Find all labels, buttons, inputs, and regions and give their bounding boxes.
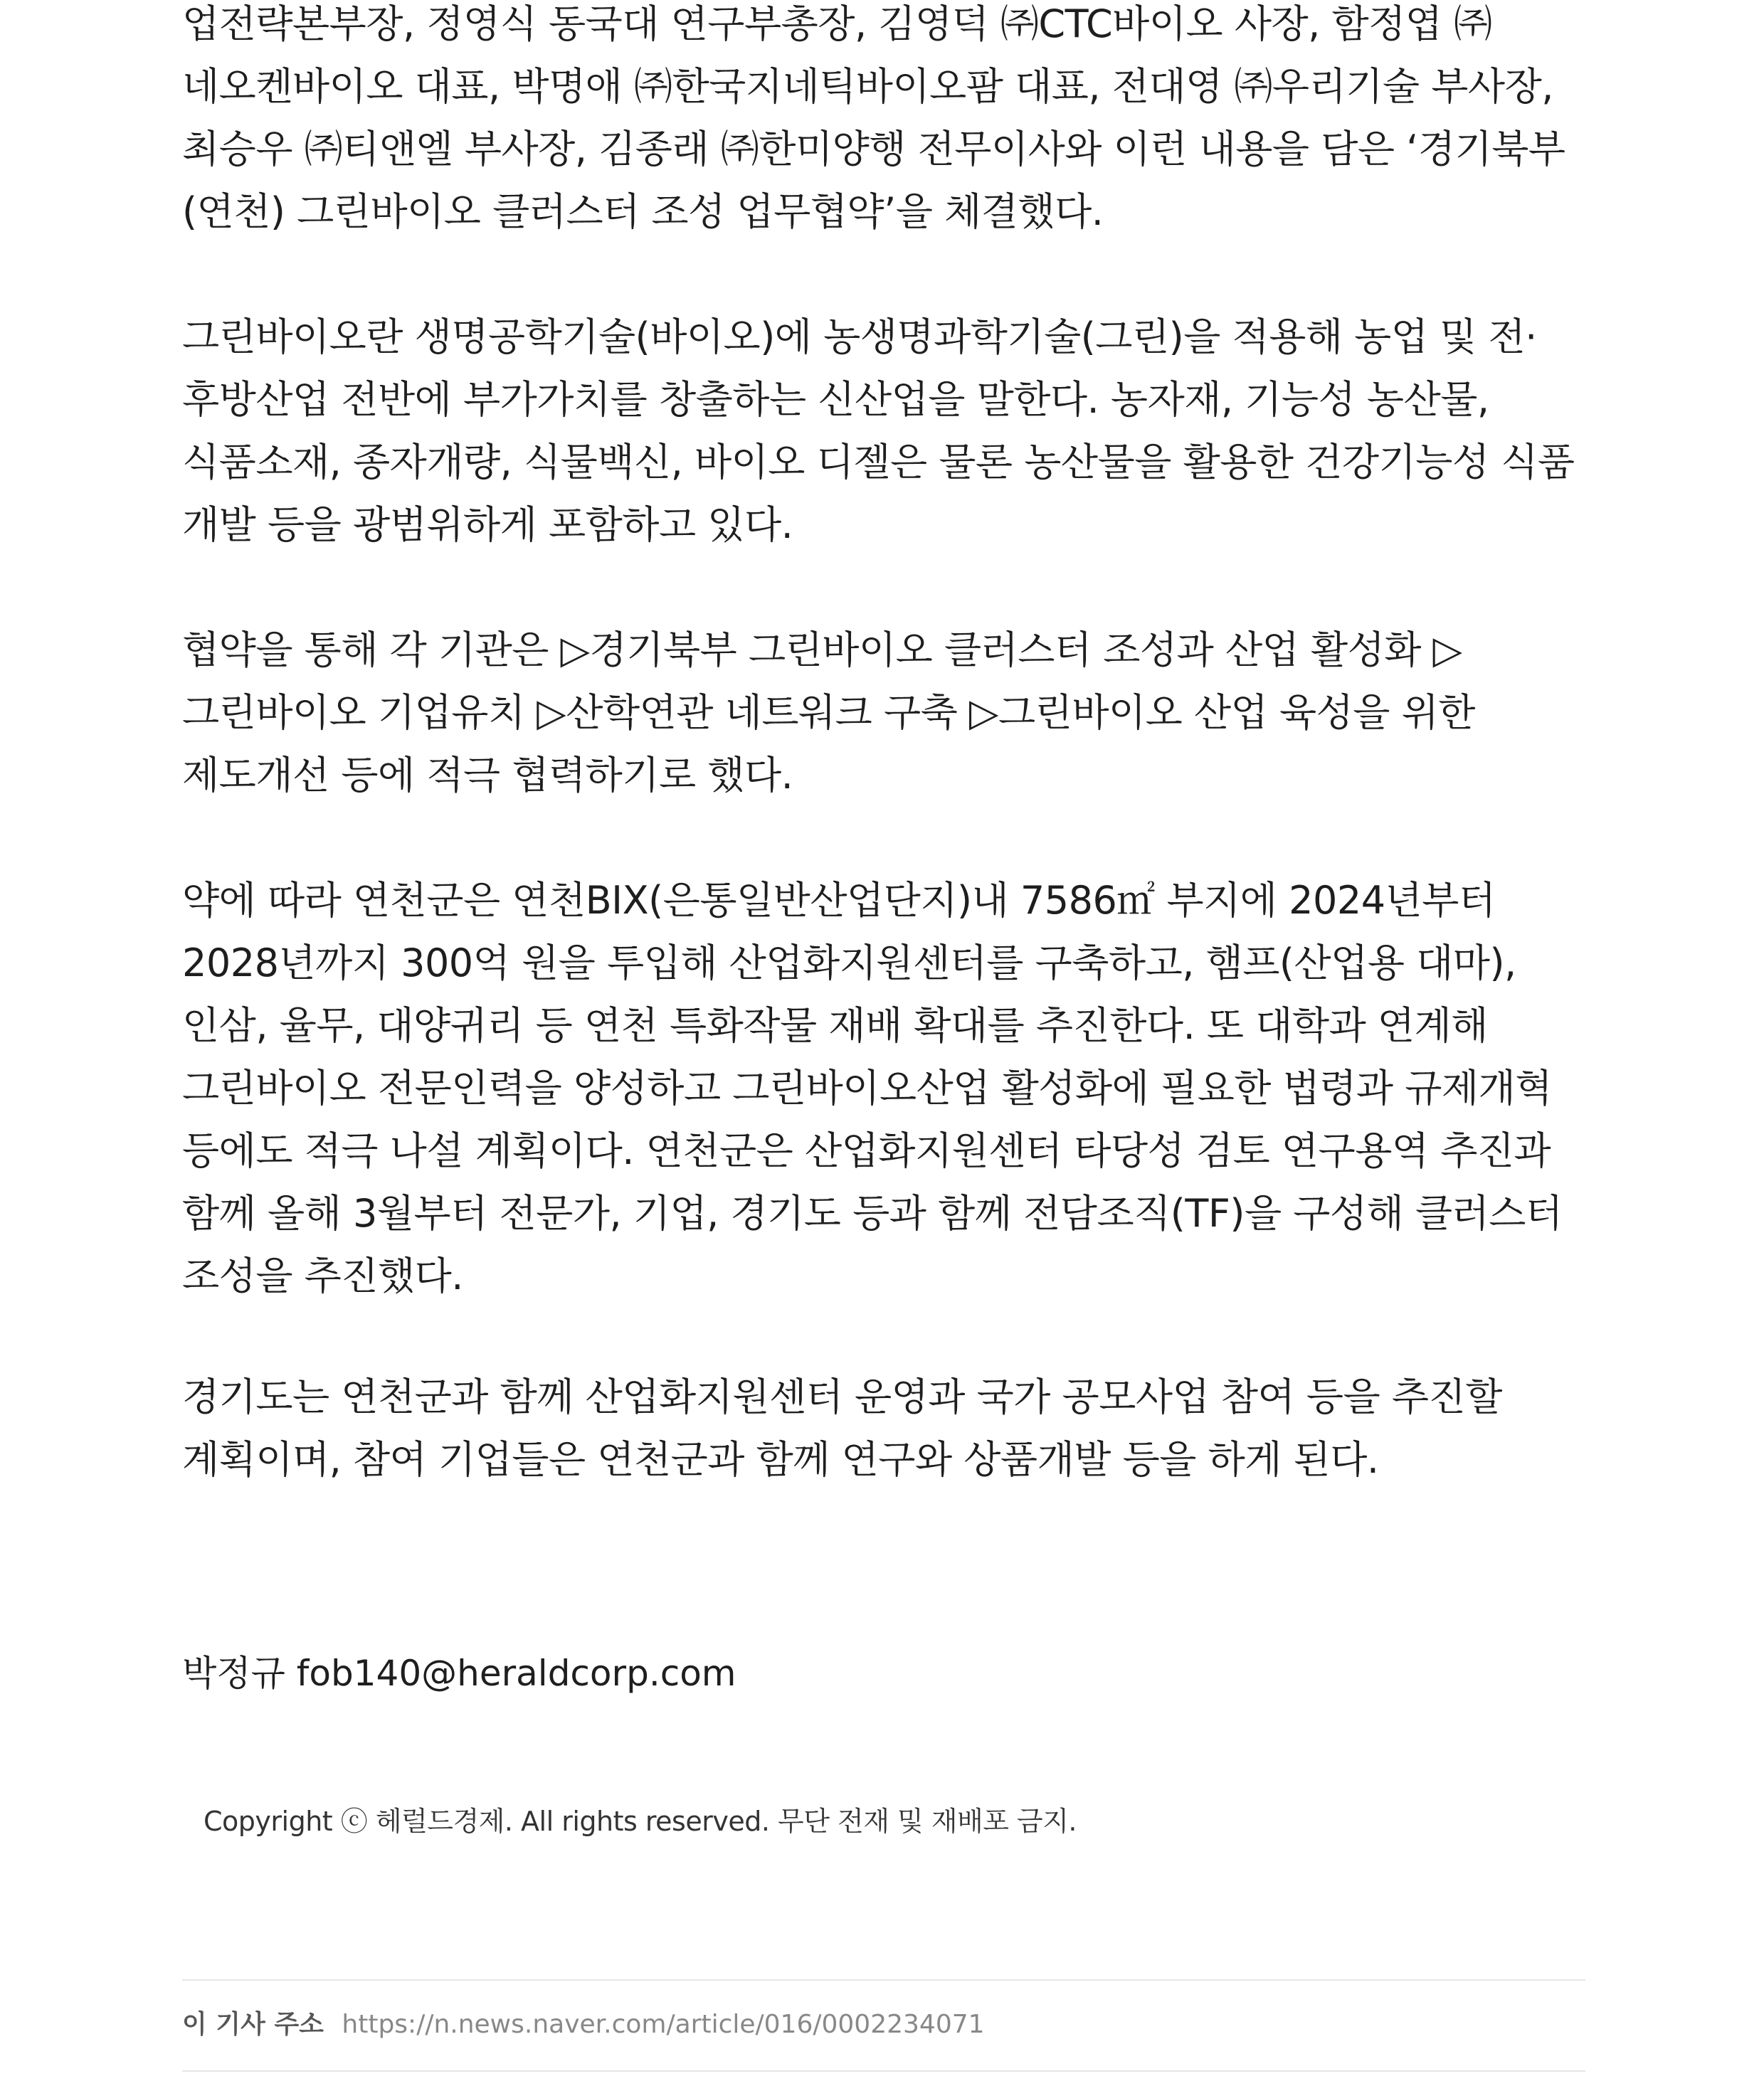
copyright-notice: Copyright ⓒ 헤럴드경제. All rights reserved. 무단 전재 및 재배포 금지.	[204, 1806, 1077, 1837]
article-paragraph: 약에 따라 연천군은 연천BIX(은통일반산업단지)내 7586㎡ 부지에 2024년부터 2028년까지 300억 원을 투입해 산업화지원센터를 구축하고, 햄프(산업용 대마), 인삼, 율무, 대양귀리 등 연천 특화작물 재배 확대를 추진한다. 또 대학과 연계해 그린바이오 전문인력을 양성하고 그린바이오산업 활성화에 필요한 법령과 규제개혁 등에도 적극 나설 계획이다. 연천군은 산업화지원센터 타당성 검토 연구용역 추진과 함께 올해 3월부터 전문가, 기업, 경기도 등과 함께 전담조직(TF)을 구성해 클러스터 조성을 추진했다.	[182, 878, 1563, 1298]
article-address	[182, 2003, 985, 2046]
divider	[182, 1979, 1585, 1981]
article-paragraph: 업전략본부장, 정영식 동국대 연구부총장, 김영덕 ㈜CTC바이오 사장, 함정엽 ㈜네오켄바이오 대표, 박명애 ㈜한국지네틱바이오팜 대표, 전대영 ㈜우리기술 부사장, 최승우 ㈜티앤엘 부사장, 김종래 ㈜한미양행 전무이사와 이런 내용을 담은 ‘경기북부(연천) 그린바이오 클러스터 조성 업무협약’을 체결했다.	[182, 1, 1565, 234]
article-paragraph: 협약을 통해 각 기관은 ▷경기북부 그린바이오 클러스터 조성과 산업 활성화 ▷그린바이오 기업유치 ▷산학연관 네트워크 구축 ▷그린바이오 산업 육성을 위한 제도개선 등에 적극 협력하기로 했다.	[182, 628, 1475, 798]
reporter-byline: 박정규 fob140@heraldcorp.com	[182, 1653, 736, 1694]
article-paragraph: 그린바이오란 생명공학기술(바이오)에 농생명과학기술(그린)을 적용해 농업 및 전·후방산업 전반에 부가가치를 창출하는 신산업을 말한다. 농자재, 기능성 농산물, 식품소재, 종자개량, 식물백신, 바이오 디젤은 물론 농산물을 활용한 건강기능성 식품 개발 등을 광범위하게 포함하고 있다.	[182, 314, 1575, 547]
article-address-label: 이 기사 주소	[182, 2010, 324, 2039]
article-address-link[interactable]: https://n.news.naver.com/article/016/0002234071	[342, 2010, 985, 2039]
divider	[182, 2070, 1585, 2072]
article-paragraph: 경기도는 연천군과 함께 산업화지원센터 운영과 국가 공모사업 참여 등을 추진할 계획이며, 참여 기업들은 연천군과 함께 연구와 상품개발 등을 하게 된다.	[182, 1375, 1502, 1482]
